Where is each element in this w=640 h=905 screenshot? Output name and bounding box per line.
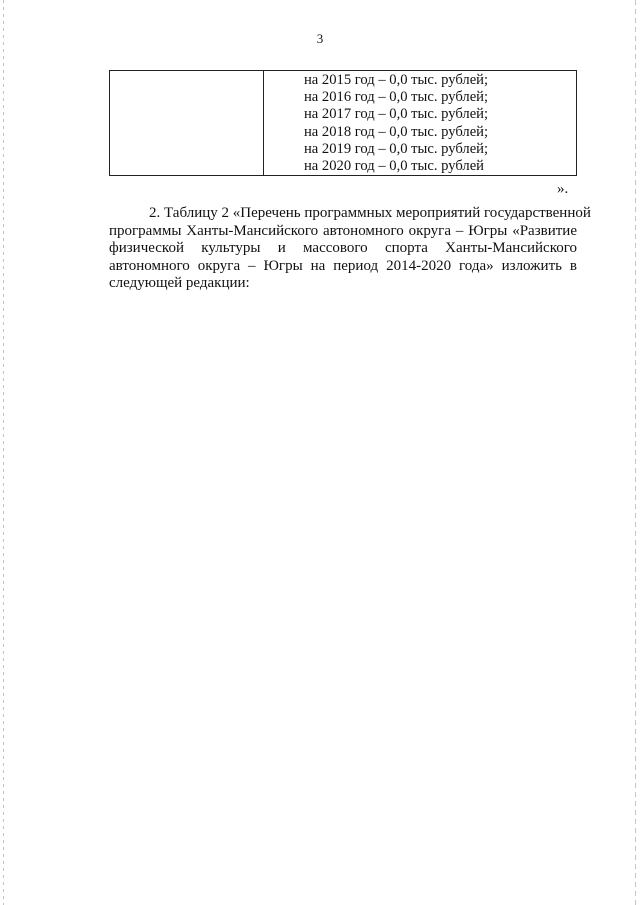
funding-line-2017: на 2017 год – 0,0 тыс. рублей;	[304, 106, 489, 123]
funding-line-2015: на 2015 год – 0,0 тыс. рублей;	[304, 72, 489, 88]
table-cell-empty	[110, 71, 264, 175]
table-cell-funding	[264, 71, 576, 175]
paragraph-line: 2. Таблицу 2 «Перечень программных мероприятий государственной	[149, 205, 591, 221]
funding-line-2018: на 2018 год – 0,0 тыс. рублей;	[304, 123, 489, 140]
funding-line-2016: на 2016 год – 0,0 тыс. рублей;	[304, 89, 489, 106]
paragraph-line: физической культуры и массового спорта Ханты-Мансийского	[109, 240, 577, 257]
amendment-paragraph	[109, 205, 591, 293]
scan-edge-left	[3, 0, 4, 905]
paragraph-line: следующей редакции:	[109, 275, 250, 292]
budget-table	[109, 70, 577, 176]
page-number: 3	[316, 31, 324, 46]
paragraph-line: автономного округа – Югры на период 2014-2020 года» изложить в	[109, 257, 577, 274]
paragraph-line: программы Ханты-Мансийского автономного округа – Югры «Развитие	[109, 222, 577, 239]
funding-line-2020: на 2020 год – 0,0 тыс. рублей	[304, 157, 484, 174]
scan-edge-right	[635, 0, 636, 905]
closing-quote: ».	[557, 181, 569, 197]
funding-line-2019: на 2019 год – 0,0 тыс. рублей;	[304, 140, 489, 157]
